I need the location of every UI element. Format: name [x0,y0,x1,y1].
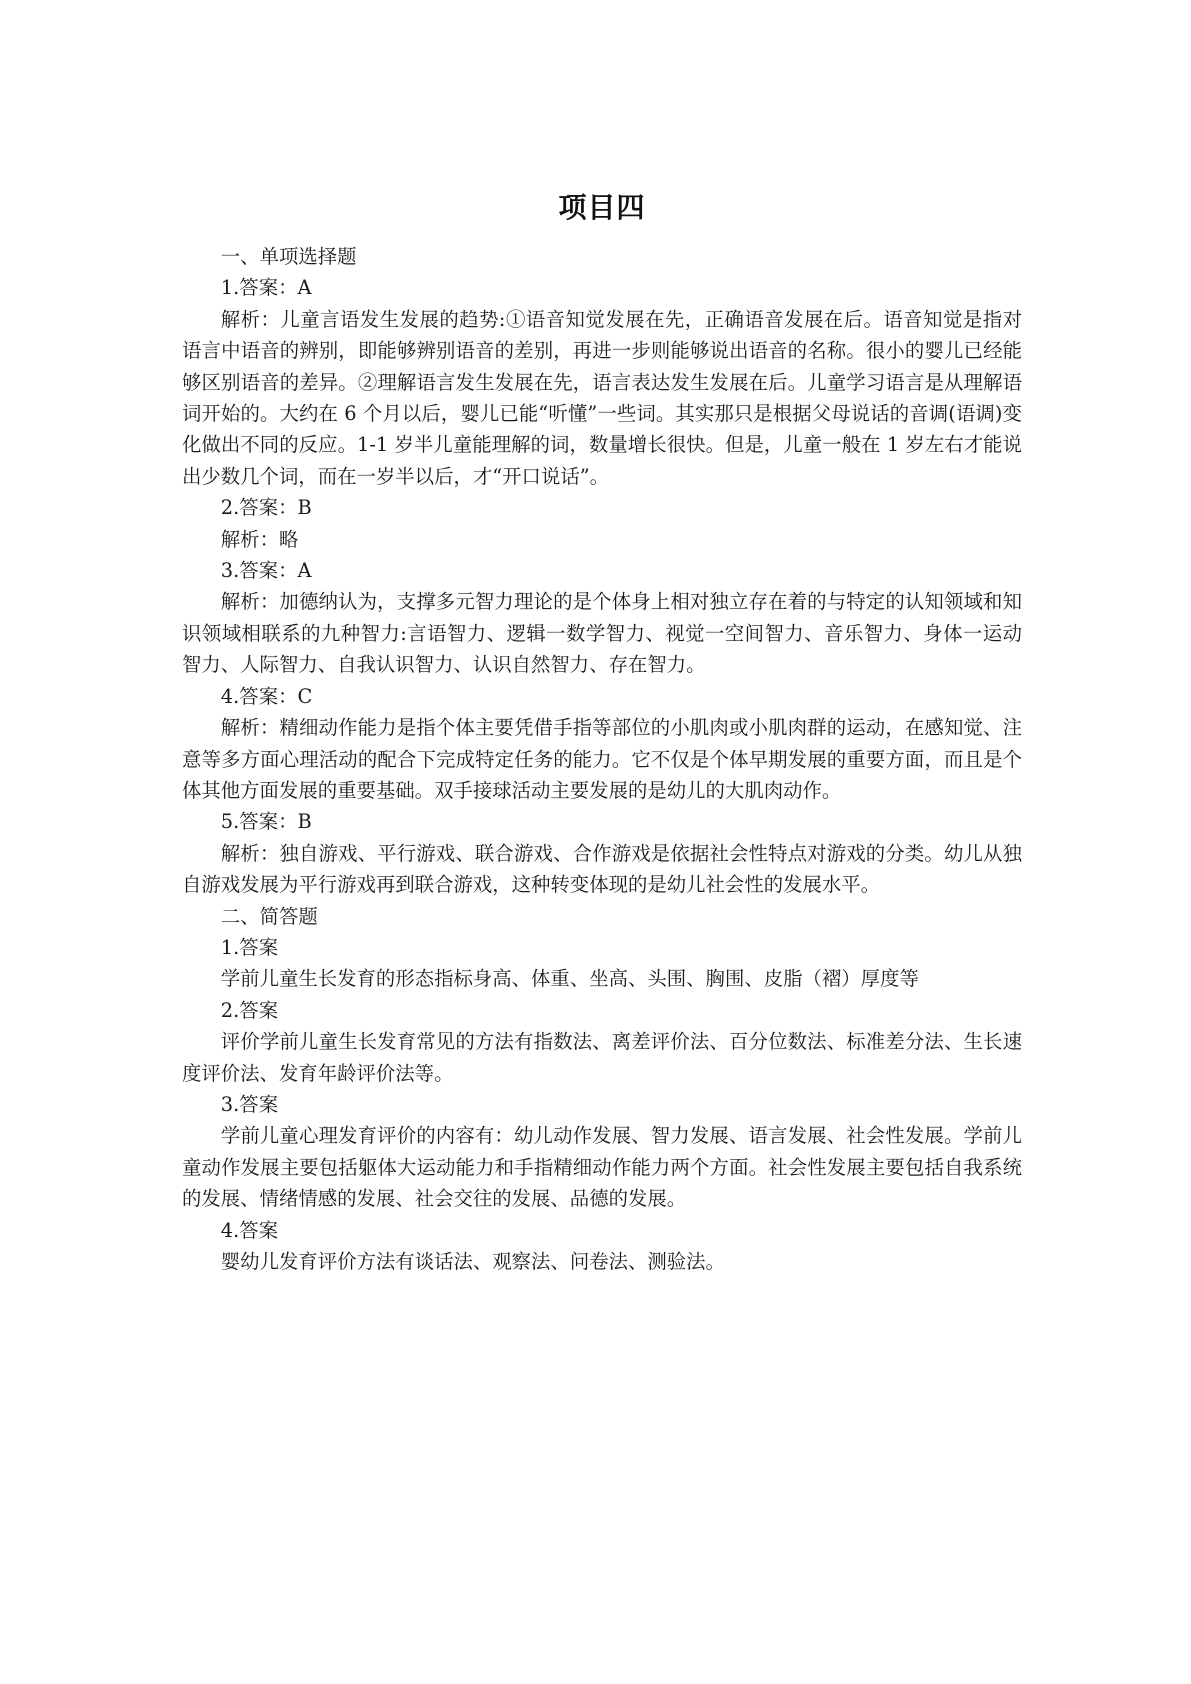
page-title: 项目四 [558,191,646,224]
choice-q5-answer: 5.答案：B [220,810,312,834]
short-q4-label: 4.答案 [220,1218,279,1242]
section-heading-choice: 一、单项选择题 [220,245,357,268]
short-q4-text: 婴幼儿发育评价方法有谈话法、观察法、问卷法、测验法。 [220,1250,725,1273]
choice-q4-analysis: 解析：精细动作能力是指个体主要凭借手指等部位的小肌肉或小肌肉群的运动，在感知觉、注意等多方面心理活动的配合下完成特定任务的能力。它不仅是个体早期发展的重要方面，而且是个体其他方面发展的重要基础。双手接球活动主要发展的是幼儿的大肌肉动作。 [182,716,1022,802]
short-q2-text: 评价学前儿童生长发育常见的方法有指数法、离差评价法、百分位数法、标准差分法、生长速度评价法、发育年龄评价法等。 [182,1030,1022,1085]
short-q2-label: 2.答案 [220,998,279,1022]
short-q3-label: 3.答案 [220,1092,279,1116]
choice-q1-answer: 1.答案：A [220,276,312,300]
document-page [182,183,1022,1277]
choice-q5-analysis: 解析：独自游戏、平行游戏、联合游戏、合作游戏是依据社会性特点对游戏的分类。幼儿从独自游戏发展为平行游戏再到联合游戏，这种转变体现的是幼儿社会性的发展水平。 [182,841,1022,897]
short-q1-text: 学前儿童生长发育的形态指标身高、体重、坐高、头围、胸围、皮脂（褶）厚度等 [220,967,919,991]
short-q1-label: 1.答案 [220,935,279,959]
choice-q2-answer: 2.答案：B [220,496,312,520]
choice-q1-analysis: 解析：儿童言语发生发展的趋势:①语音知觉发展在先，正确语音发展在后。语音知觉是指对语言中语音的辨别，即能够辨别语音的差别，再进一步则能够说出语音的名称。很小的婴儿已经能够区别语音的差异。②理解语言发生发展在先，语言表达发生发展在后。儿童学习语言是从理解语词开始的。大约在 6 个月以后，婴儿已能“听懂”一些词。其实那只是根据父母说话的音调(语调)变化做出不同的反应。1-1 岁半儿童能理解的词，数量增长很快。但是，儿童一般在 1 岁左右才能说出少数几个词，而在一岁半以后，才“开口说话”。 [182,307,1022,488]
section-heading-short-answer: 二、简答题 [220,904,318,928]
document-body [182,241,1022,1277]
choice-q3-answer: 3.答案：A [220,559,312,583]
choice-q3-analysis: 解析：加德纳认为，支撑多元智力理论的是个体身上相对独立存在着的与特定的认知领域和知识领域相联系的九种智力:言语智力、逻辑一数学智力、视觉一空间智力、音乐智力、身体一运动智力、人际智力、自我认识智力、认识自然智力、存在智力。 [182,590,1022,677]
short-q3-text: 学前儿童心理发育评价的内容有：幼儿动作发展、智力发展、语言发展、社会性发展。学前儿童动作发展主要包括躯体大运动能力和手指精细动作能力两个方面。社会性发展主要包括自我系统的发展、情绪情感的发展、社会交往的发展、品德的发展。 [182,1124,1022,1211]
choice-q4-answer: 4.答案：C [220,684,313,708]
choice-q2-analysis: 解析：略 [220,527,299,551]
